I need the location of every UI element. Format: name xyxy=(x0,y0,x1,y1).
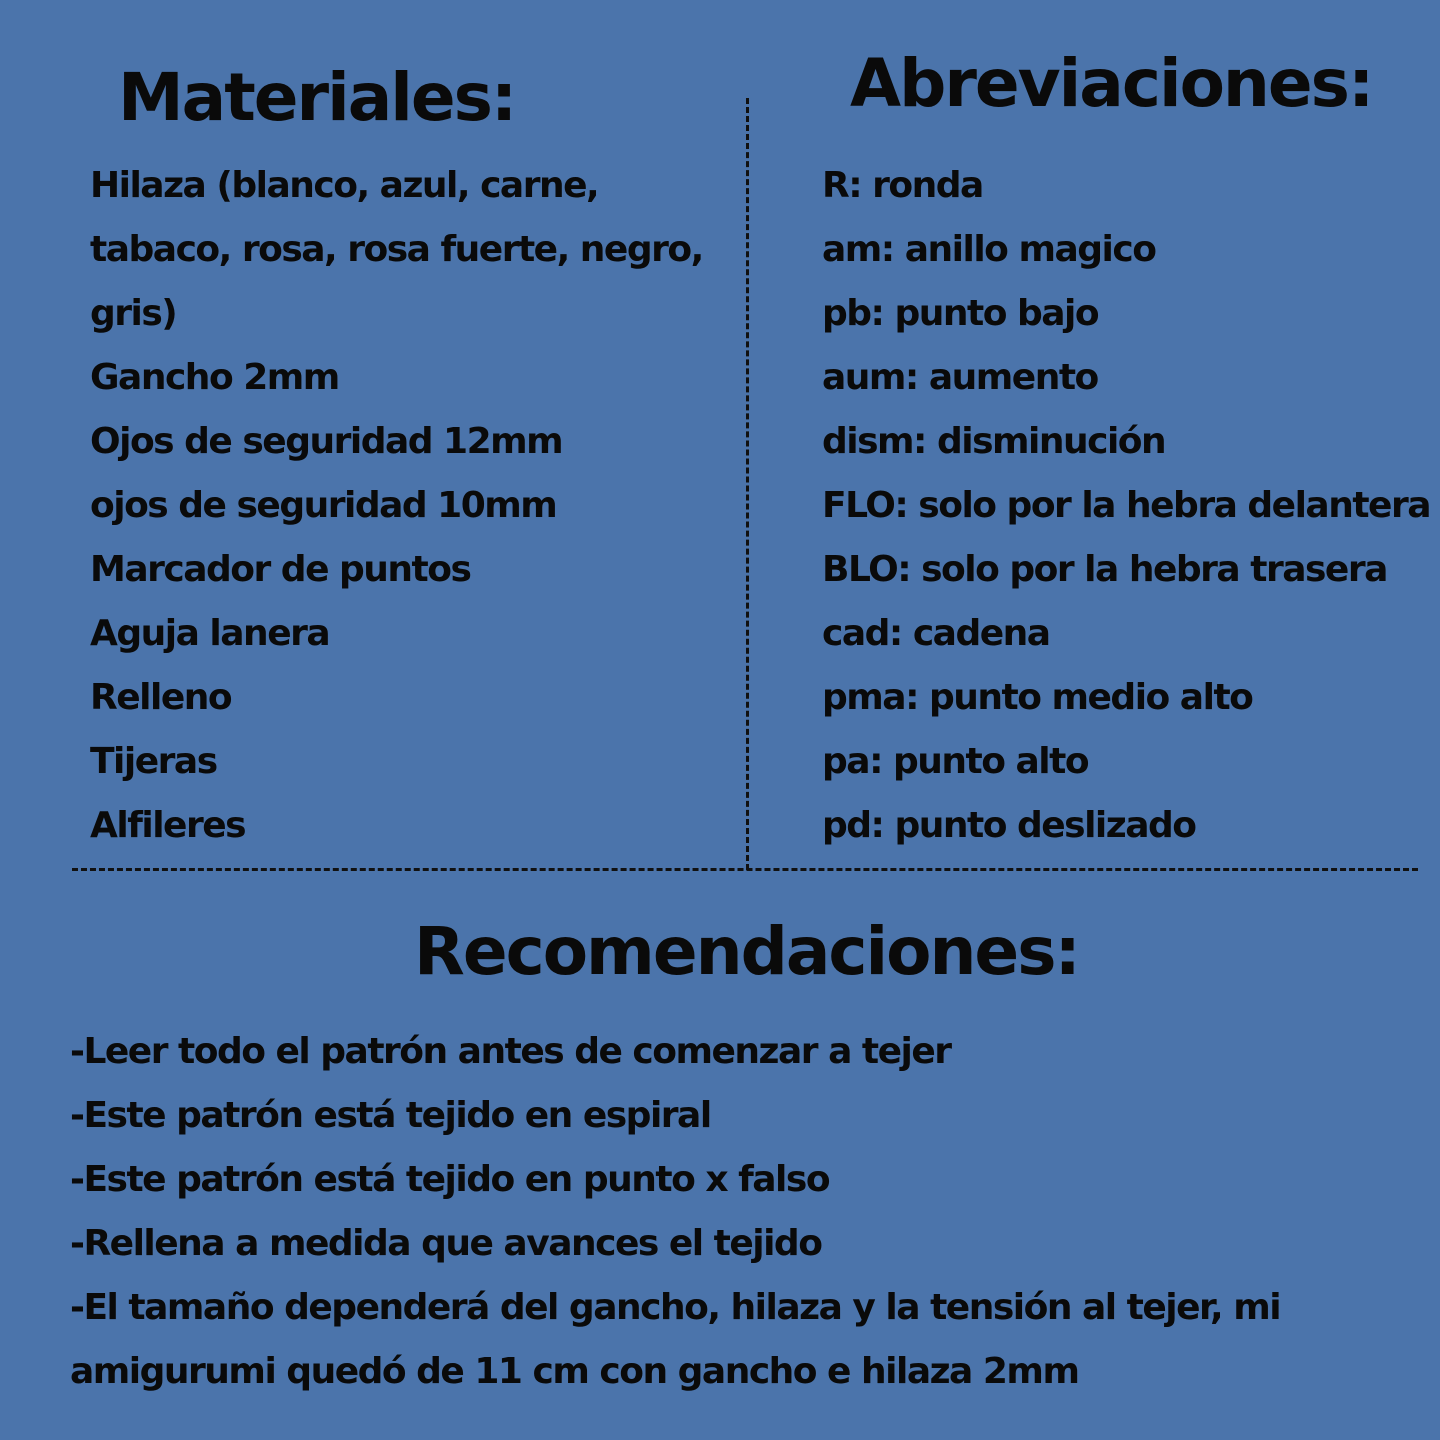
materials-item: Ojos de seguridad 12mm xyxy=(90,421,563,462)
abbreviation-item: dism: disminución xyxy=(822,421,1166,462)
abbreviation-item: pd: punto deslizado xyxy=(822,805,1196,846)
recommendation-item: -Este patrón está tejido en punto x falso xyxy=(70,1159,830,1200)
materials-list xyxy=(90,154,730,858)
abbreviation-item: pa: punto alto xyxy=(822,741,1089,782)
abbreviations-heading: Abreviaciones: xyxy=(850,45,1373,122)
materials-item: ojos de seguridad 10mm xyxy=(90,485,557,526)
recommendation-item: -Este patrón está tejido en espiral xyxy=(70,1095,711,1136)
materials-item: Aguja lanera xyxy=(90,613,330,654)
abbreviations-list xyxy=(822,154,1431,858)
abbreviation-item: BLO: solo por la hebra trasera xyxy=(822,549,1387,590)
abbreviation-item: cad: cadena xyxy=(822,613,1050,654)
recommendation-item: -Rellena a medida que avances el tejido xyxy=(70,1223,822,1264)
recommendations-list xyxy=(70,1020,1310,1404)
abbreviation-item: am: anillo magico xyxy=(822,229,1156,270)
recommendation-item: -Leer todo el patrón antes de comenzar a tejer xyxy=(70,1031,951,1072)
vertical-dashed-divider xyxy=(746,98,749,870)
materials-item: Alfileres xyxy=(90,805,246,846)
abbreviation-item: R: ronda xyxy=(822,165,983,206)
recommendations-heading: Recomendaciones: xyxy=(414,913,1079,990)
abbreviation-item: FLO: solo por la hebra delantera xyxy=(822,485,1431,526)
materials-item: Tijeras xyxy=(90,741,217,782)
materials-item: Hilaza (blanco, azul, carne, tabaco, rosa, rosa fuerte, negro, gris) xyxy=(90,165,703,334)
recommendation-item: -El tamaño dependerá del gancho, hilaza y la tensión al tejer, mi amigurumi quedó de 11 cm con gancho e hilaza 2mm xyxy=(70,1287,1281,1392)
materials-heading: Materiales: xyxy=(118,59,516,136)
materials-item: Gancho 2mm xyxy=(90,357,339,398)
abbreviation-item: pma: punto medio alto xyxy=(822,677,1253,718)
horizontal-dashed-divider xyxy=(72,868,1418,871)
materials-item: Relleno xyxy=(90,677,232,718)
abbreviation-item: aum: aumento xyxy=(822,357,1098,398)
abbreviation-item: pb: punto bajo xyxy=(822,293,1099,334)
materials-item: Marcador de puntos xyxy=(90,549,471,590)
